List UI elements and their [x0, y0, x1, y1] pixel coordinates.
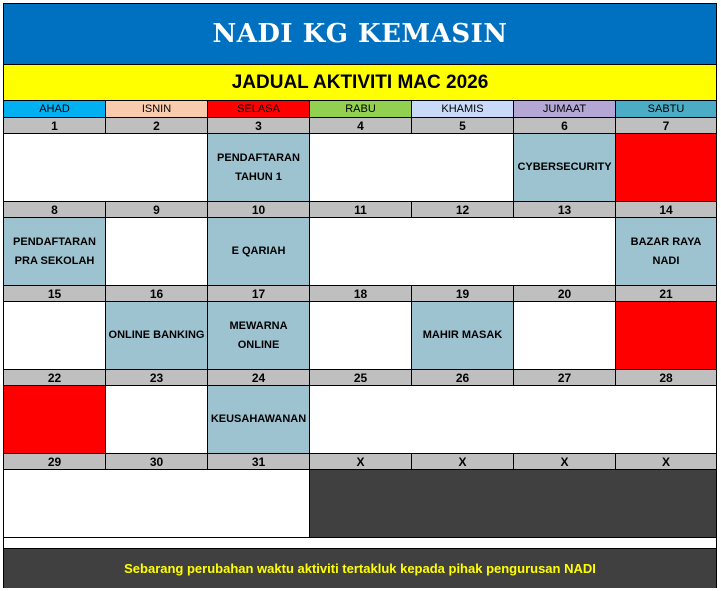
date-number: 15 [4, 286, 106, 302]
empty-activity-cell [310, 470, 716, 538]
activity-cell: BAZAR RAYA NADI [616, 218, 716, 286]
date-number: 16 [106, 286, 208, 302]
day-header-sabtu: SABTU [616, 101, 716, 118]
empty-activity-cell [310, 302, 412, 370]
empty-activity-cell [4, 470, 310, 538]
date-number: 25 [310, 370, 412, 386]
date-number: 12 [412, 202, 514, 218]
activity-cell: CYBERSECURITY [514, 134, 616, 202]
date-number: 3 [208, 118, 310, 134]
empty-activity-cell [616, 134, 716, 202]
date-number: 1 [4, 118, 106, 134]
day-header-isnin: ISNIN [106, 101, 208, 118]
date-number: 14 [616, 202, 716, 218]
date-number: 21 [616, 286, 716, 302]
date-number: 27 [514, 370, 616, 386]
date-number: 23 [106, 370, 208, 386]
date-number: 2 [106, 118, 208, 134]
date-number: X [616, 454, 716, 470]
date-number: X [412, 454, 514, 470]
empty-activity-cell [514, 302, 616, 370]
date-number: 28 [616, 370, 716, 386]
date-number: 18 [310, 286, 412, 302]
day-header-rabu: RABU [310, 101, 412, 118]
calendar-sheet [3, 3, 717, 588]
empty-activity-cell [310, 218, 616, 286]
empty-activity-cell [4, 134, 208, 202]
date-number: 19 [412, 286, 514, 302]
empty-activity-cell [106, 218, 208, 286]
date-number: 4 [310, 118, 412, 134]
activity-cell: PENDAFTARAN PRA SEKOLAH [4, 218, 106, 286]
date-number: 5 [412, 118, 514, 134]
calendar-grid [4, 101, 716, 538]
date-number: 22 [4, 370, 106, 386]
activity-cell: KEUSAHAWANAN [208, 386, 310, 454]
date-number: 17 [208, 286, 310, 302]
date-number: 10 [208, 202, 310, 218]
date-number: 31 [208, 454, 310, 470]
footer-note: Sebarang perubahan waktu aktiviti tertakluk kepada pihak pengurusan NADI [4, 548, 716, 588]
day-header-ahad: AHAD [4, 101, 106, 118]
date-number: 13 [514, 202, 616, 218]
date-number: 30 [106, 454, 208, 470]
date-number: 9 [106, 202, 208, 218]
date-number: 7 [616, 118, 716, 134]
empty-activity-cell [310, 134, 514, 202]
empty-activity-cell [310, 386, 716, 454]
date-number: 11 [310, 202, 412, 218]
activity-cell: MAHIR MASAK [412, 302, 514, 370]
date-number: 26 [412, 370, 514, 386]
empty-activity-cell [4, 302, 106, 370]
empty-activity-cell [4, 386, 106, 454]
date-number: 24 [208, 370, 310, 386]
date-number: 29 [4, 454, 106, 470]
page-title: NADI KG KEMASIN [4, 4, 716, 65]
empty-activity-cell [106, 386, 208, 454]
day-header-selasa: SELASA [208, 101, 310, 118]
activity-cell: ONLINE BANKING [106, 302, 208, 370]
empty-activity-cell [616, 302, 716, 370]
activity-cell: E QARIAH [208, 218, 310, 286]
date-number: X [514, 454, 616, 470]
date-number: 6 [514, 118, 616, 134]
date-number: 20 [514, 286, 616, 302]
schedule-subtitle: JADUAL AKTIVITI MAC 2026 [4, 65, 716, 101]
activity-cell: MEWARNA ONLINE [208, 302, 310, 370]
date-number: 8 [4, 202, 106, 218]
date-number: X [310, 454, 412, 470]
day-header-khamis: KHAMIS [412, 101, 514, 118]
day-header-jumaat: JUMAAT [514, 101, 616, 118]
activity-cell: PENDAFTARAN TAHUN 1 [208, 134, 310, 202]
